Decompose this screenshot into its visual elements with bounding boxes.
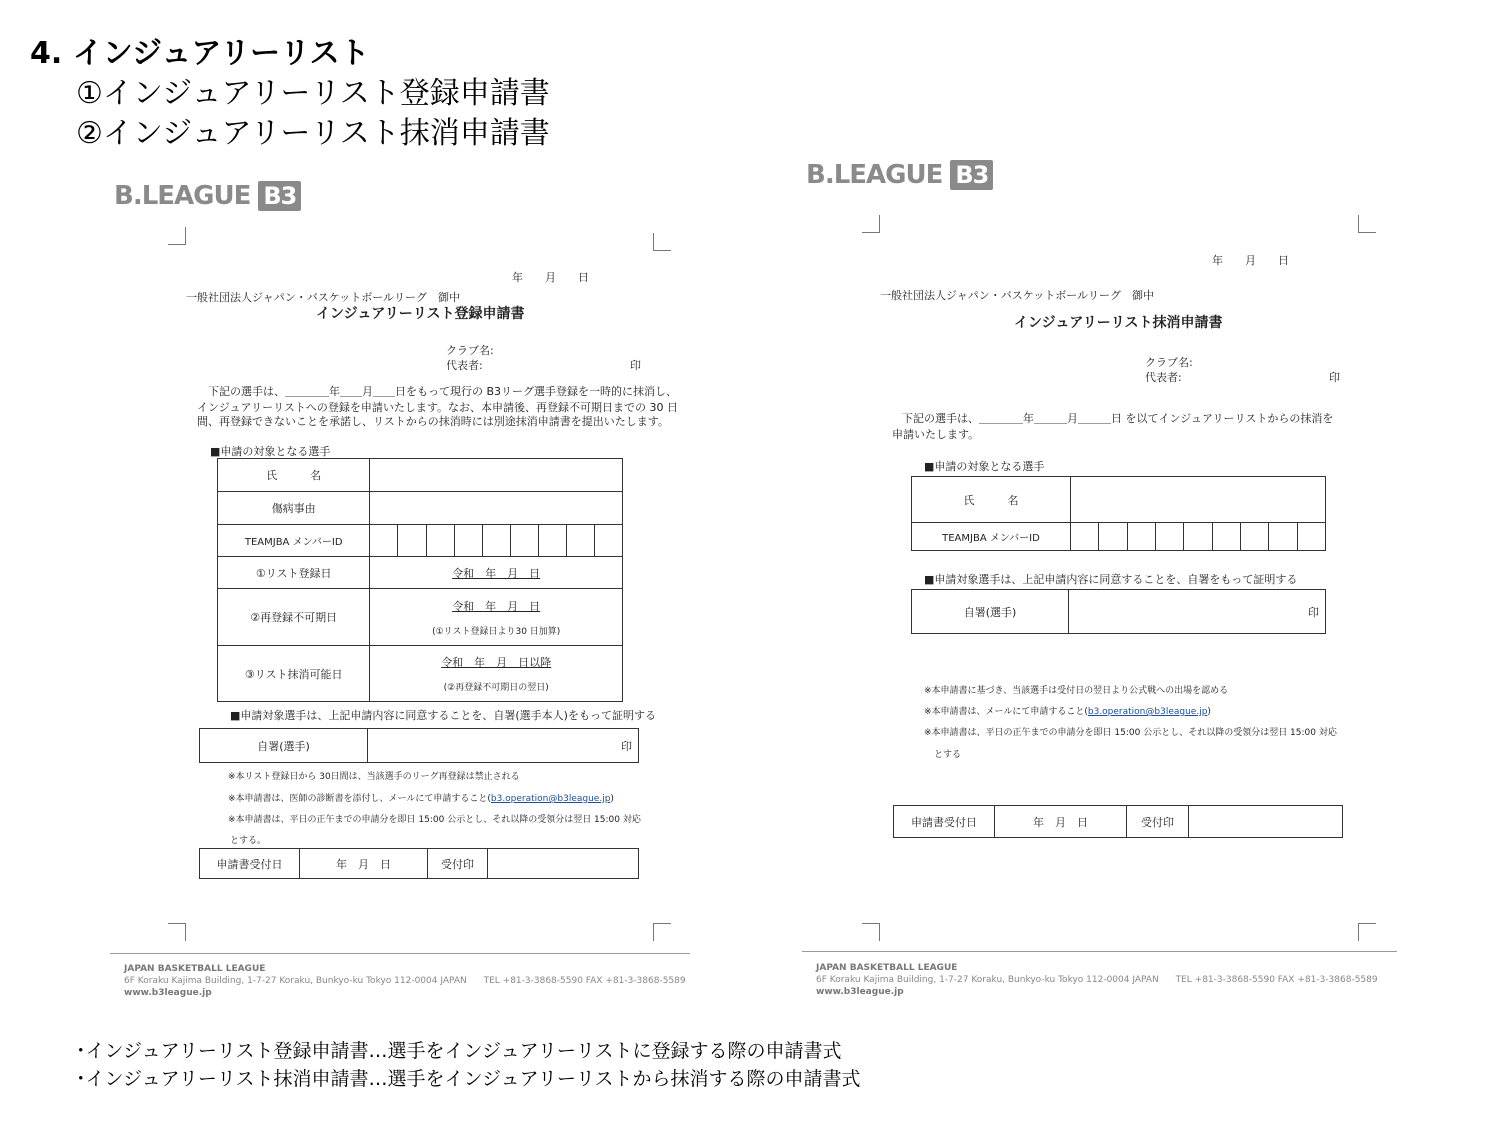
club-name-label: クラブ名: [1145,356,1193,369]
body-text-line: 申請いたします。 [892,428,980,441]
member-id-digit-cell[interactable] [426,525,454,557]
crop-mark [653,923,671,941]
member-id-digit-cell[interactable] [398,525,426,557]
logo-text: B.LEAGUE [114,181,251,211]
crop-mark [862,923,880,941]
footer-org: JAPAN BASKETBALL LEAGUE [816,963,958,973]
registration-date-label: ①リスト登録日 [218,557,370,589]
crop-mark [1358,215,1376,233]
member-id-digit-cell[interactable] [1070,523,1098,551]
form-title: インジュアリーリスト抹消申請書 [1014,315,1223,331]
member-id-digit-cell[interactable] [1155,523,1183,551]
no-reregistration-date-cell[interactable] [370,589,623,646]
receipt-date-label: 申請書受付日 [200,849,300,879]
receipt-stamp-label: 受付印 [1127,806,1189,838]
member-id-digit-cell[interactable] [1240,523,1268,551]
logo-badge: B3 [950,160,993,190]
name-input-cell[interactable] [1070,477,1325,523]
signature-cell[interactable] [1069,590,1326,634]
date-line: 年 月 日 [1212,254,1289,267]
crop-mark [168,227,186,245]
representative-label: 代表者: [446,359,483,372]
note-line: ※本申請書は、平日の正午までの申請分を即日 15:00 公示とし、それ以降の受領分は翌日 15:00 対応 [924,728,1337,738]
member-id-digit-cell[interactable] [1269,523,1297,551]
seal-mark: 印 [1329,371,1340,384]
footer-divider [802,951,1397,952]
footer-divider [110,953,690,954]
player-info-table [911,476,1326,551]
slide-subtitle-registration: ①インジュアリーリスト登録申請書 [76,76,550,111]
logo-badge: B3 [258,181,301,211]
receipt-date-label: 申請書受付日 [894,806,995,838]
name-input-cell[interactable] [370,459,623,492]
caption-registration: ･インジュアリーリスト登録申請書…選手をインジュアリーリストに登録する際の申請書式 [76,1040,842,1062]
injury-reason-input-cell[interactable] [370,492,623,525]
note-text: ) [1207,707,1211,717]
receipt-stamp-cell[interactable] [1189,806,1343,838]
section-heading-target-player: ■申請の対象となる選手 [210,445,331,458]
receipt-table [893,805,1343,838]
section-heading-consent: ■申請対象選手は、上記申請内容に同意することを、自署(選手本人)をもって証明する [230,709,656,722]
member-id-digit-cell[interactable] [1184,523,1212,551]
name-row-label: 氏 名 [218,459,370,492]
note-text: ※本申請書は、メールにて申請すること( [924,707,1088,717]
note-text: ※本申請書は、医師の診断書を添付し、メールにて申請すること( [228,794,491,804]
crop-mark [168,923,186,941]
body-text-line: インジュアリーリストへの登録を申請いたします。なお、本申請後、再登録不可期日までの 30 日 [197,401,678,414]
crop-mark [1358,923,1376,941]
caption-removal: ･インジュアリーリスト抹消申請書…選手をインジュアリーリストから抹消する際の申請書式 [76,1068,861,1090]
player-info-table [217,458,623,702]
section-heading-target-player: ■申請の対象となる選手 [924,460,1045,473]
bleague-b3-logo [114,179,301,213]
removable-date-cell[interactable] [370,646,623,702]
member-id-label: TEAMJBA メンバーID [218,525,370,557]
member-id-digit-cell[interactable] [1099,523,1127,551]
body-text-line: 下記の選手は、＿＿＿＿年＿＿＿月＿＿＿日 を以てインジュアリーリストからの抹消を [902,412,1334,425]
date-line: 年 月 日 [512,271,589,284]
member-id-digit-cell[interactable] [594,525,622,557]
footer-address: 6F Koraku Kajima Building, 1-7-27 Koraku, Bunkyo-ku Tokyo 112-0004 JAPAN [124,976,467,986]
member-id-digit-cell[interactable] [566,525,594,557]
seal-mark: 印 [630,359,641,372]
slide-subtitle-removal: ②インジュアリーリスト抹消申請書 [76,116,550,151]
seal-mark: 印 [621,739,632,753]
removable-date-value: 令和 年 月 日以降 [441,656,552,669]
footer [816,962,1378,998]
note-line: とする [934,750,962,760]
form-title: インジュアリーリスト登録申請書 [316,306,525,322]
member-id-digit-cell[interactable] [370,525,398,557]
body-text-line: 間、再登録できないことを承諾し、リストからの抹消時には別途抹消申請書を提出いたします。 [197,415,669,428]
no-reregistration-date-label: ②再登録不可期日 [218,589,370,646]
operation-email-link[interactable]: b3.operation@b3league.jp [1087,707,1208,717]
addressee: 一般社団法人ジャパン・バスケットボールリーグ 御中 [186,291,461,304]
signature-label: 自署(選手) [200,729,368,763]
signature-table [911,589,1326,634]
removable-date-note: (②再登録不可期日の翌日) [443,683,549,693]
registration-form-document [110,225,690,1005]
signature-label: 自署(選手) [912,590,1069,634]
signature-cell[interactable] [368,729,639,763]
note-line [924,706,1211,719]
removable-date-label: ③リスト抹消可能日 [218,646,370,702]
registration-date-cell[interactable] [370,557,623,589]
receipt-stamp-label: 受付印 [428,849,488,879]
footer-org: JAPAN BASKETBALL LEAGUE [124,964,266,974]
member-id-digit-cell[interactable] [482,525,510,557]
member-id-digit-cell[interactable] [454,525,482,557]
member-id-digit-cell[interactable] [1212,523,1240,551]
footer-tel-fax: TEL +81-3-3868-5590 FAX +81-3-3868-5589 [483,976,686,986]
no-reregistration-date-value: 令和 年 月 日 [452,599,541,613]
name-row-label: 氏 名 [912,477,1071,523]
addressee: 一般社団法人ジャパン・バスケットボールリーグ 御中 [880,289,1155,302]
note-line: ※本リスト登録日から 30日間は、当該選手のリーグ再登録は禁止される [228,772,520,782]
signature-table [199,728,639,763]
registration-date-value: 令和 年 月 日 [452,566,541,580]
footer-tel-fax: TEL +81-3-3868-5590 FAX +81-3-3868-5589 [1175,975,1378,985]
note-line [228,793,614,806]
note-line: とする。 [230,836,267,846]
member-id-label: TEAMJBA メンバーID [912,523,1071,551]
note-text: ) [610,794,614,804]
member-id-digit-cell[interactable] [510,525,538,557]
body-text-line: 下記の選手は、＿＿＿＿年＿＿月＿＿日をもって現行の B3リーグ選手登録を一時的に抹消し、 [208,385,678,398]
member-id-digit-cell[interactable] [538,525,566,557]
removal-form-document [802,205,1397,1005]
footer-address: 6F Koraku Kajima Building, 1-7-27 Koraku, Bunkyo-ku Tokyo 112-0004 JAPAN [816,975,1159,985]
footer-website: www.b3league.jp [124,988,212,998]
footer [124,963,686,999]
operation-email-link[interactable]: b3.operation@b3league.jp [490,794,611,804]
member-id-digit-cell[interactable] [1127,523,1155,551]
receipt-date-cell[interactable]: 年 月 日 [300,849,428,879]
footer-website: www.b3league.jp [816,987,904,997]
club-name-label: クラブ名: [446,344,494,357]
crop-mark [653,233,671,251]
crop-mark [862,215,880,233]
member-id-digit-cell[interactable] [1297,523,1325,551]
representative-label: 代表者: [1145,371,1182,384]
section-heading-consent: ■申請対象選手は、上記申請内容に同意することを、自署をもって証明する [924,573,1298,586]
logo-text: B.LEAGUE [806,160,943,190]
receipt-table [199,848,639,879]
no-reregistration-note: (①リスト登録日より30 日加算) [432,626,561,637]
note-line: ※本申請書は、平日の正午までの申請分を即日 15:00 公示とし、それ以降の受領分は翌日 15:00 対応 [228,815,641,825]
slide-title: 4. インジュアリーリスト [30,36,370,71]
receipt-date-cell[interactable]: 年 月 日 [995,806,1127,838]
seal-mark: 印 [1308,605,1319,619]
note-line: ※本申請書に基づき、当該選手は受付日の翌日より公式戦への出場を認める [924,686,1229,696]
injury-reason-label: 傷病事由 [218,492,370,525]
receipt-stamp-cell[interactable] [488,849,639,879]
bleague-b3-logo [806,158,993,192]
